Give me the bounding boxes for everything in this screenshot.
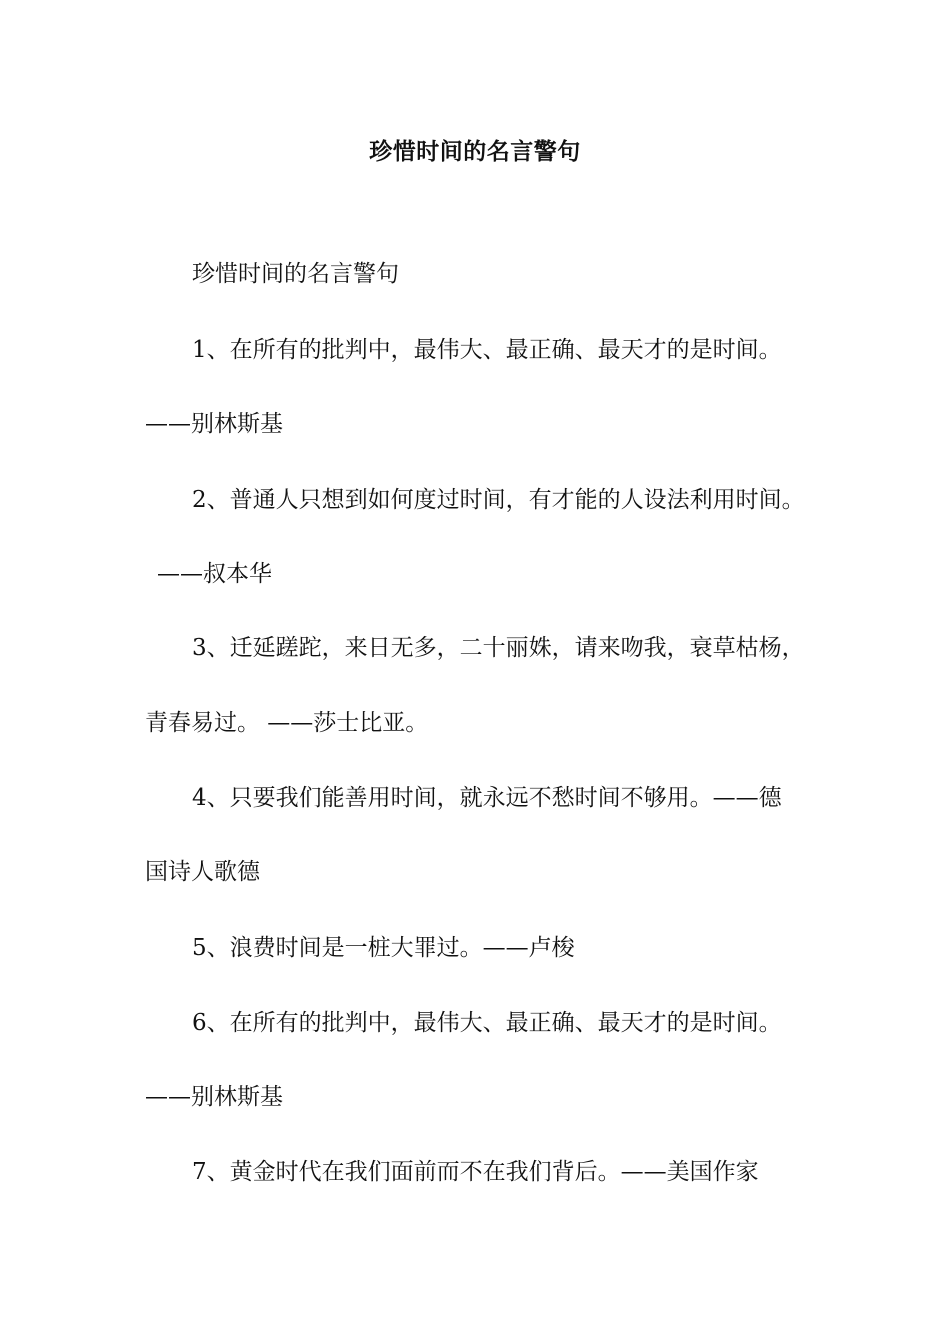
- quote-4-text: 4、只要我们能善用时间，就永远不愁时间不够用。——德: [192, 785, 782, 811]
- quote-1-author: ——别林斯基: [145, 411, 283, 437]
- quote-1-text: 1、在所有的批判中，最伟大、最正确、最天才的是时间。: [192, 337, 782, 363]
- quote-3-continued: 青春易过。 ——莎士比亚。: [145, 710, 429, 736]
- quote-2-author: ——叔本华: [157, 561, 272, 587]
- quote-6-author: ——别林斯基: [145, 1084, 283, 1110]
- quote-6-text: 6、在所有的批判中，最伟大、最正确、最天才的是时间。: [192, 1010, 782, 1036]
- quote-3-text: 3、迁延蹉跎，来日无多，二十丽姝，请来吻我，衰草枯杨，: [192, 635, 805, 661]
- document-title: 珍惜时间的名言警句: [369, 139, 581, 165]
- quote-7-text: 7、黄金时代在我们面前而不在我们背后。——美国作家: [192, 1159, 759, 1185]
- subheading: 珍惜时间的名言警句: [192, 261, 399, 287]
- quote-4-continued: 国诗人歌德: [145, 859, 260, 885]
- quote-2-text: 2、普通人只想到如何度过时间，有才能的人设法利用时间。: [192, 487, 805, 513]
- quote-5-text: 5、浪费时间是一桩大罪过。——卢梭: [192, 935, 575, 961]
